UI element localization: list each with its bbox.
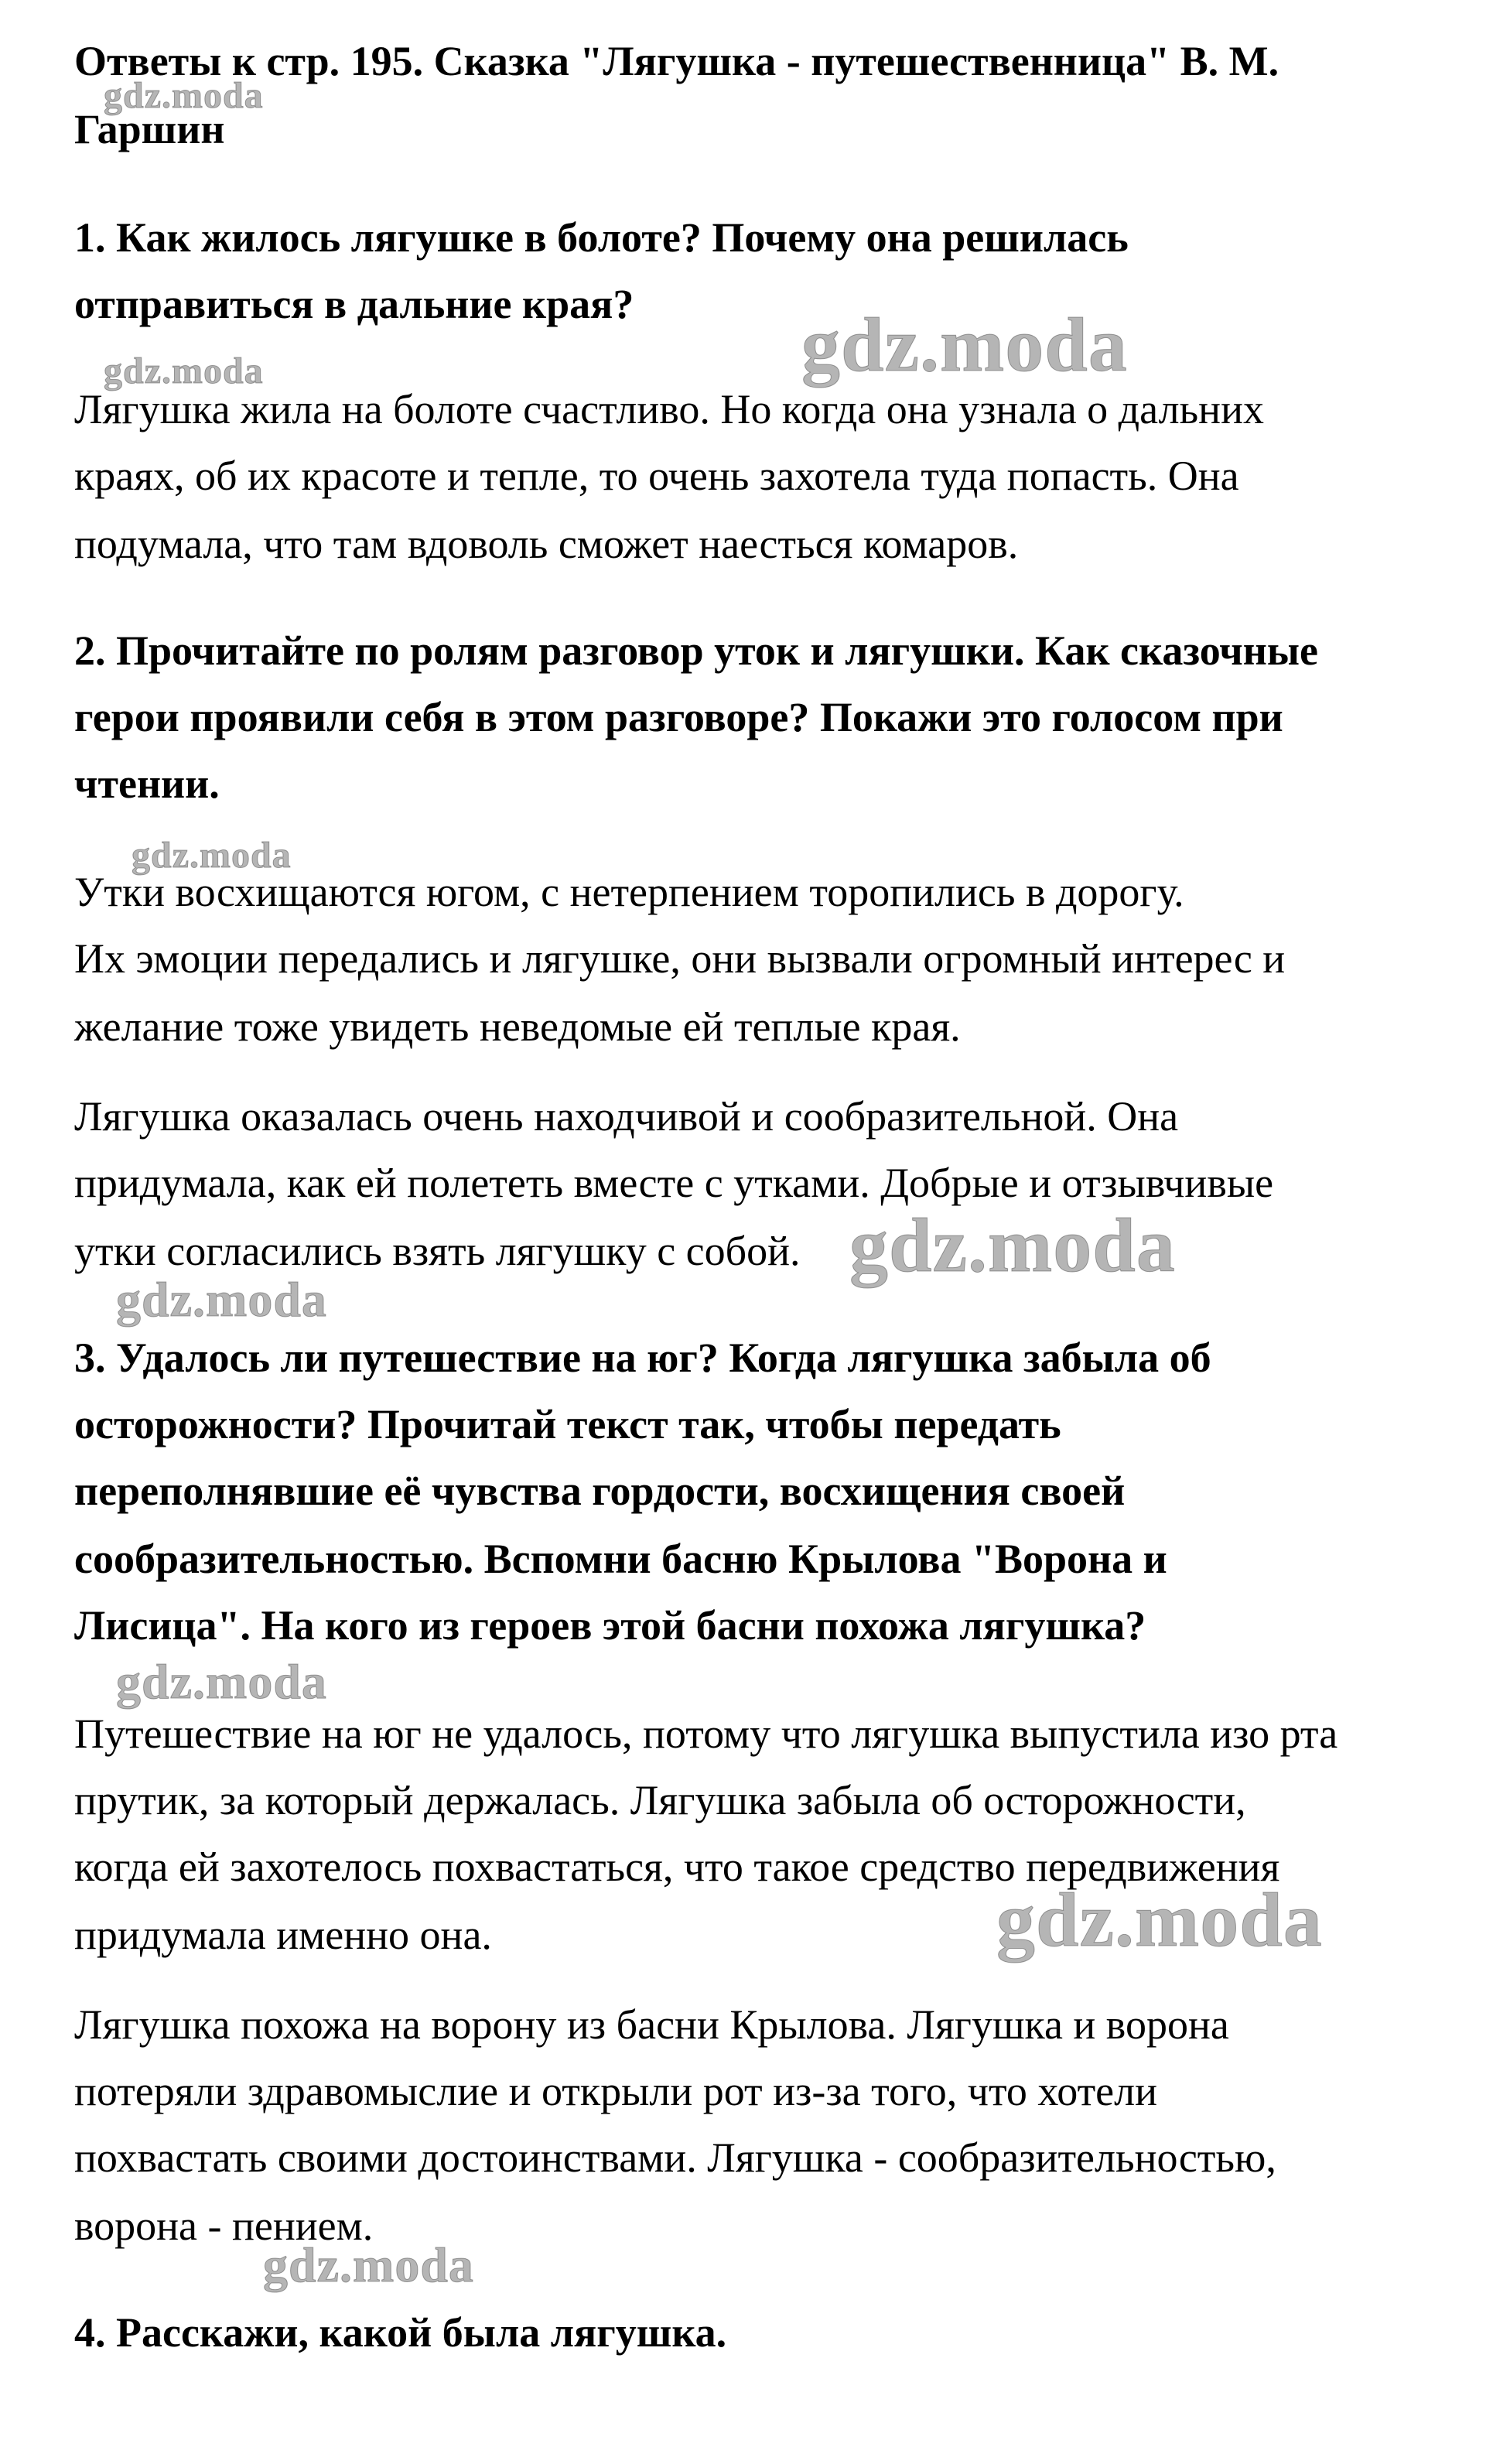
question-3-line-3: переполнявшие её чувства гордости, восхищения своей: [74, 1468, 1126, 1514]
answer-3b-line-2: потеряли здравомыслие и открыли рот из-за того, что хотели: [74, 2068, 1157, 2114]
title-line-2: Гаршин: [74, 106, 225, 152]
title-line-1: Ответы к стр. 195. Сказка "Лягушка - путешественница" В. М.: [74, 38, 1279, 84]
watermark-3: gdz.moda: [104, 350, 264, 391]
answer-1-line-2: краях, об их красоте и тепле, то очень захотела туда попасть. Она: [74, 453, 1239, 499]
answer-3-line-3: когда ей захотелось похвастаться, что такое средство передвижения: [74, 1844, 1280, 1890]
answer-1-line-3: подумала, что там вдоволь сможет наесться комаров.: [74, 521, 1019, 567]
answer-2-line-3: желание тоже увидеть неведомые ей теплые края.: [74, 1003, 961, 1050]
watermark-6: gdz.moda: [116, 1272, 327, 1327]
answer-2b-line-1: Лягушка оказалась очень находчивой и сообразительной. Она: [74, 1093, 1179, 1140]
question-2-line-3: чтении.: [74, 760, 220, 807]
question-1-line-1: 1. Как жилось лягушке в болоте? Почему она решилась: [74, 214, 1129, 261]
answer-3-line-2: прутик, за который держалась. Лягушка забыла об осторожности,: [74, 1777, 1246, 1823]
watermark-9: gdz.moda: [263, 2237, 474, 2292]
question-3-line-4: сообразительностью. Вспомни басню Крылова "Ворона и: [74, 1536, 1167, 1582]
question-3-line-2: осторожности? Прочитай текст так, чтобы передать: [74, 1401, 1061, 1447]
answer-2b-line-2: придумала, как ей полететь вместе с утками. Добрые и отзывчивые: [74, 1160, 1274, 1206]
answer-3b-line-3: похвастать своими достоинствами. Лягушка - сообразительностью,: [74, 2134, 1276, 2181]
watermark-5: gdz.moda: [849, 1202, 1176, 1288]
watermark-7: gdz.moda: [116, 1654, 327, 1709]
question-4-line-1: 4. Расскажи, какой была лягушка.: [74, 2309, 727, 2356]
watermark-1: gdz.moda: [104, 75, 264, 116]
answer-2b-line-3: утки согласились взять лягушку с собой.: [74, 1228, 801, 1274]
question-3-line-5: Лисица". На кого из героев этой басни похожа лягушка?: [74, 1602, 1146, 1649]
answer-3b-line-4: ворона - пением.: [74, 2203, 374, 2249]
answer-2-line-1: Утки восхищаются югом, с нетерпением торопились в дорогу.: [74, 869, 1184, 915]
answer-2-line-2: Их эмоции передались и лягушке, они вызвали огромный интерес и: [74, 935, 1286, 982]
question-3-line-1: 3. Удалось ли путешествие на юг? Когда лягушка забыла об: [74, 1335, 1211, 1381]
question-1-line-2: отправиться в дальние края?: [74, 281, 634, 327]
question-2-line-2: герои проявили себя в этом разговоре? Покажи это голосом при: [74, 694, 1283, 740]
question-2-line-1: 2. Прочитайте по ролям разговор уток и лягушки. Как сказочные: [74, 627, 1319, 674]
answer-3-line-1: Путешествие на юг не удалось, потому что лягушка выпустила изо рта: [74, 1710, 1338, 1757]
answer-1-line-1: Лягушка жила на болоте счастливо. Но когда она узнала о дальних: [74, 386, 1264, 432]
answer-3b-line-1: Лягушка похожа на ворону из басни Крылова. Лягушка и ворона: [74, 2001, 1229, 2048]
answer-3-line-4: придумала именно она.: [74, 1912, 492, 1958]
watermark-4: gdz.moda: [132, 835, 292, 876]
watermark-8: gdz.moda: [996, 1877, 1323, 1963]
watermark-2: gdz.moda: [801, 302, 1128, 388]
